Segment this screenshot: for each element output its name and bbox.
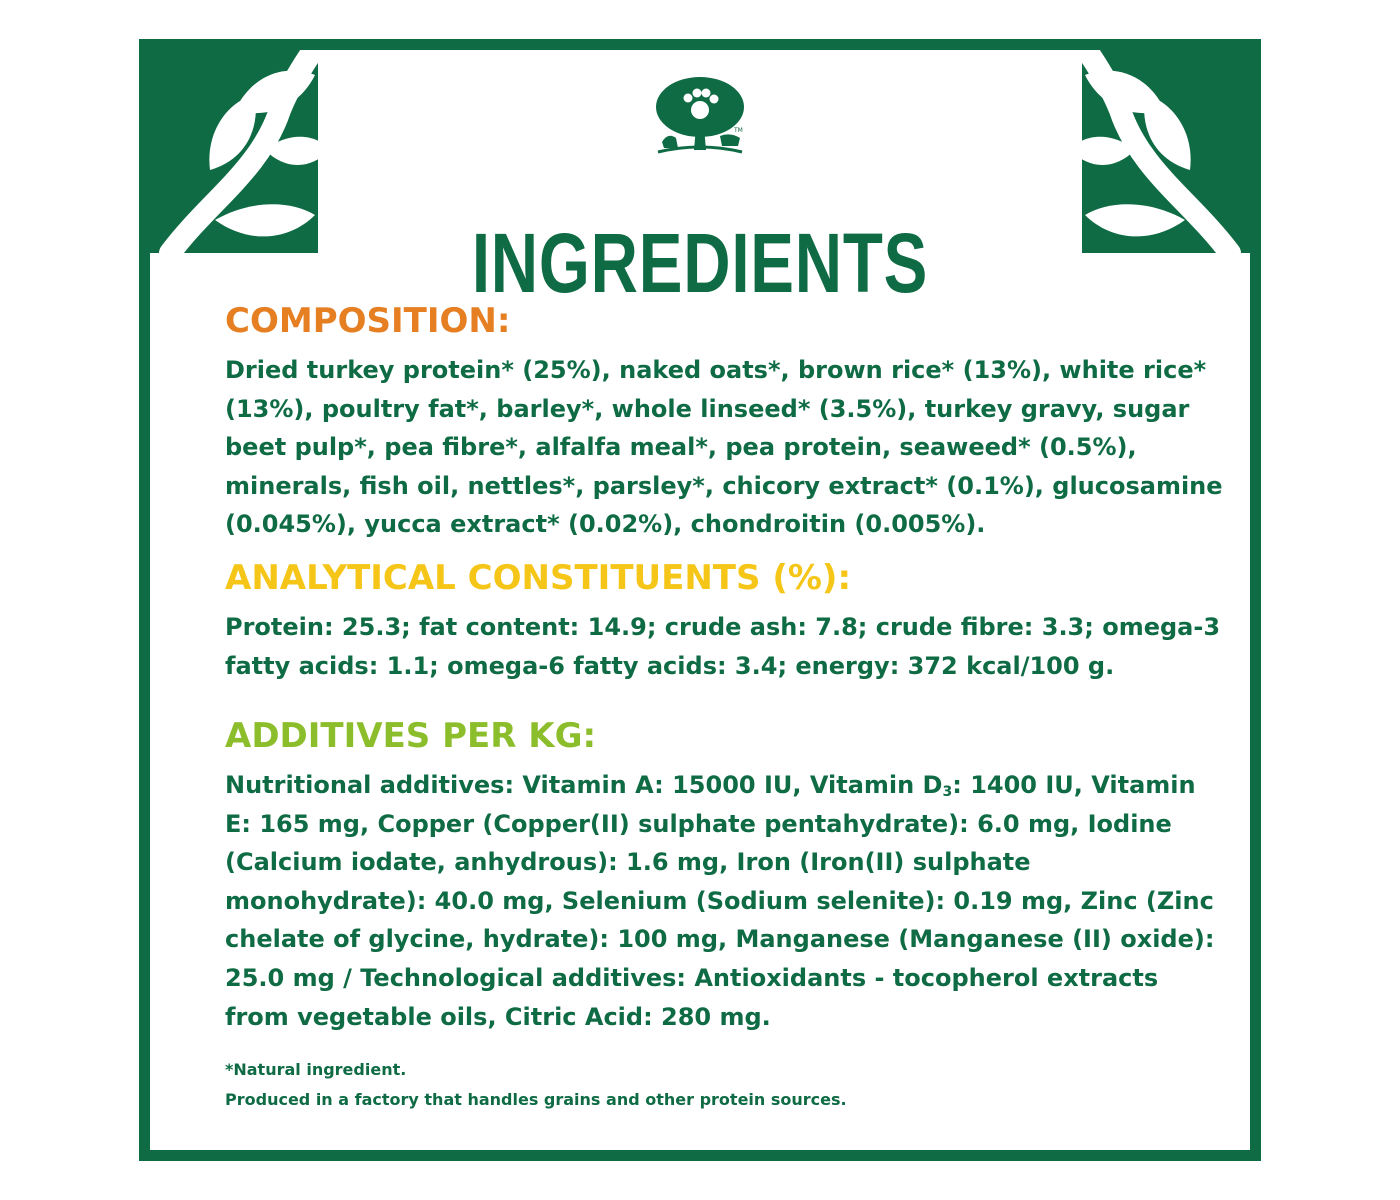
natural-ingredient-note: *Natural ingredient. [225, 1060, 407, 1079]
trademark-mark: TM [734, 127, 743, 134]
additives-text [225, 766, 1225, 1036]
analytical-text: Protein: 25.3; fat content: 14.9; crude ash: 7.8; crude fibre: 3.3; omega-3 fatty acids: 1.1; omega-6 fatty acids: 3.4; energy: 372 kcal/100 g. [225, 613, 1221, 680]
composition-text: Dried turkey protein* (25%), naked oats*, brown rice* (13%), white rice* (13%), poultry fat*, barley*, whole linseed* (3.5%), turkey gravy, sugar beet pulp*, pea fibre*, alfalfa meal*, pea protein, seaweed* (0.5%), minerals, fish oil, nettles*, parsley*, chicory extract* (0.1%), glucosamine (0.045%), yucca extract* (0.02%), chondroitin (0.005%). [225, 356, 1223, 539]
factory-note: Produced in a factory that handles grains and other protein sources. [225, 1090, 847, 1109]
composition-heading: COMPOSITION: [225, 301, 511, 341]
page-title: INGREDIENTS [471, 216, 929, 311]
additives-heading: ADDITIVES PER KG: [225, 716, 597, 756]
vitamin-d-subscript: 3 [942, 784, 953, 800]
ingredients-card [139, 39, 1261, 1161]
additives-text-part1: Nutritional additives: Vitamin A: 15000 IU, Vitamin D [225, 771, 943, 799]
additives-text-part2: : 1400 IU, Vitamin E: 165 mg, Copper (Copper(II) sulphate pentahydrate): 6.0 mg, Iodine (Calcium iodate, anhydrous): 1.6 mg, Iron (Iron(II) sulphate monohydrate): 40.0 mg, Selenium (Sodium selenite): 0.19 mg, Zinc (Zinc chelate of glycine, hydrate): 100 mg, Manganese (Manganese (II) oxide): 25.0 mg / Technological additives: Antioxidants - tocopherol extracts from vegetable oils, Citric Acid: 280 mg. [225, 771, 1215, 1031]
analytical-heading: ANALYTICAL CONSTITUENTS (%): [225, 558, 852, 598]
tree-with-paw-and-pets-icon [650, 72, 750, 162]
